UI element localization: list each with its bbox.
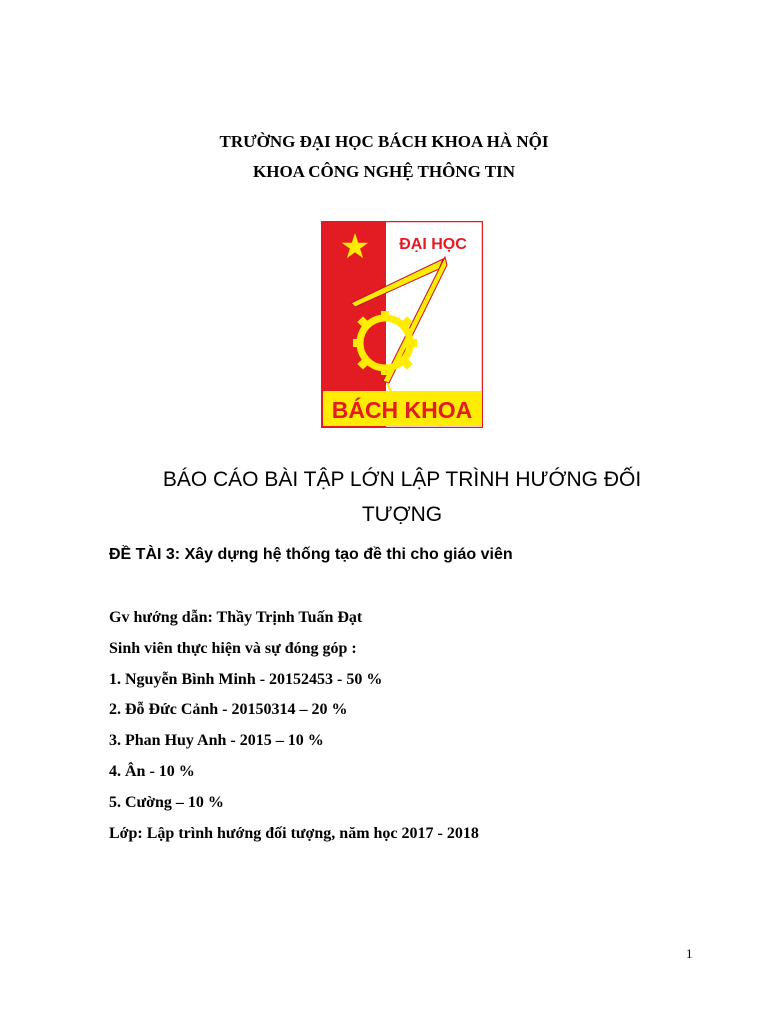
students-heading: Sinh viên thực hiện và sự đóng góp : — [109, 639, 357, 657]
document-header — [0, 127, 768, 187]
report-topic: ĐỀ TÀI 3: Xây dựng hệ thống tạo đề thi cho giáo viên — [109, 546, 513, 563]
report-info — [109, 603, 479, 849]
page-number: 1 — [686, 946, 693, 961]
advisor-line: Gv hướng dẫn: Thầy Trịnh Tuấn Đạt — [109, 609, 363, 626]
student-item: 4. Ân - 10 % — [109, 762, 195, 780]
student-item: 5. Cường – 10 % — [109, 793, 224, 811]
student-item: 3. Phan Huy Anh - 2015 – 10 % — [109, 732, 324, 750]
logo-graphic — [321, 221, 483, 428]
student-item: 2. Đỗ Đức Cảnh - 20150314 – 20 % — [109, 701, 348, 719]
faculty-name: KHOA CÔNG NGHỆ THÔNG TIN — [253, 162, 515, 181]
student-item: 1. Nguyễn Bình Minh - 20152453 - 50 % — [109, 670, 383, 688]
class-line: Lớp: Lập trình hướng đối tượng, năm học 2017 - 2018 — [109, 824, 479, 842]
report-title — [100, 462, 704, 532]
university-name: TRƯỜNG ĐẠI HỌC BÁCH KHOA HÀ NỘI — [219, 132, 549, 151]
university-logo — [321, 221, 483, 428]
logo-bottom-text: BÁCH KHOA — [331, 397, 473, 423]
report-title-line-1: BÁO CÁO BÀI TẬP LỚN LẬP TRÌNH HƯỚNG ĐỐI — [162, 468, 642, 491]
report-title-line-2: TƯỢNG — [361, 503, 443, 526]
logo-top-text: ĐẠI HỌC — [399, 236, 467, 253]
